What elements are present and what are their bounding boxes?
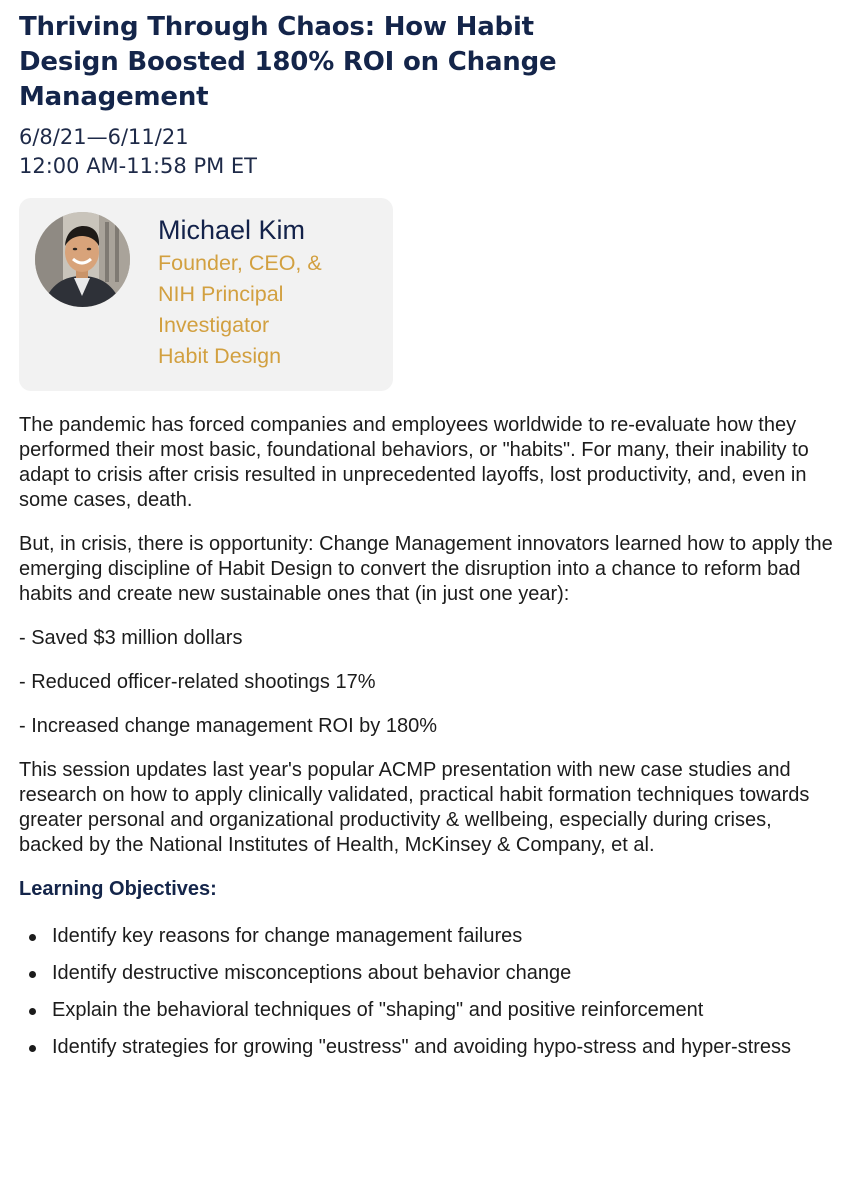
result-item: - Saved $3 million dollars <box>19 627 243 649</box>
objective-text: Explain the behavioral techniques of "shaping" and positive reinforcement <box>52 999 704 1021</box>
description-paragraph: This session updates last year's popular ACMP presentation with new case studies and research on how to apply clinically validated, practical habit formation techniques towards greater personal and organizational productivity & wellbeing, especially during crises, backed by the National Institutes of Health, McKinsey & Company, et al. <box>19 759 810 856</box>
speaker-organization: Habit Design <box>158 344 282 368</box>
description-paragraph: The pandemic has forced companies and employees worldwide to re-evaluate how they performed their most basic, foundational behaviors, or "habits". For many, their inability to adapt to crisis after crisis resulted in unprecedented layoffs, lost productivity, and, even in some cases, death. <box>19 414 809 511</box>
learning-objectives-heading: Learning Objectives: <box>19 878 217 900</box>
result-item: - Increased change management ROI by 180% <box>19 715 438 737</box>
session-description <box>19 413 839 1060</box>
speaker-card[interactable] <box>19 198 393 391</box>
speaker-role-line: Investigator <box>158 313 270 337</box>
bullet-icon <box>29 1008 36 1015</box>
speaker-info <box>158 212 378 372</box>
session-title: Thriving Through Chaos: How Habit Design Boosted 180% ROI on Change Management <box>19 12 557 112</box>
list-item <box>19 1035 832 1060</box>
session-detail-page <box>19 10 839 1072</box>
session-schedule <box>19 123 839 181</box>
speaker-name[interactable]: Michael Kim <box>158 215 306 245</box>
speaker-title <box>158 248 378 372</box>
speaker-role-line: Founder, CEO, & <box>158 251 322 275</box>
bullet-icon <box>29 971 36 978</box>
speaker-role-line: NIH Principal <box>158 282 284 306</box>
session-time-range: 12:00 AM-11:58 PM ET <box>19 154 258 178</box>
list-item <box>19 961 832 986</box>
description-paragraph: But, in crisis, there is opportunity: Change Management innovators learned how to apply the emerging discipline of Habit Design to convert the disruption into a chance to reform bad habits and create new sustainable ones that (in just one year): <box>19 533 833 605</box>
result-item: - Reduced officer-related shootings 17% <box>19 671 376 693</box>
learning-objectives-list <box>19 924 839 1060</box>
objective-text: Identify strategies for growing "eustress" and avoiding hypo-stress and hyper-stress <box>52 1036 792 1058</box>
list-item <box>19 924 832 949</box>
objective-text: Identify destructive misconceptions about behavior change <box>52 962 572 984</box>
bullet-icon <box>29 1045 36 1052</box>
speaker-photo-icon <box>35 212 130 307</box>
speaker-avatar <box>35 212 130 307</box>
bullet-icon <box>29 934 36 941</box>
objective-text: Identify key reasons for change management failures <box>52 925 523 947</box>
session-date-range: 6/8/21—6/11/21 <box>19 125 189 149</box>
list-item <box>19 998 832 1023</box>
